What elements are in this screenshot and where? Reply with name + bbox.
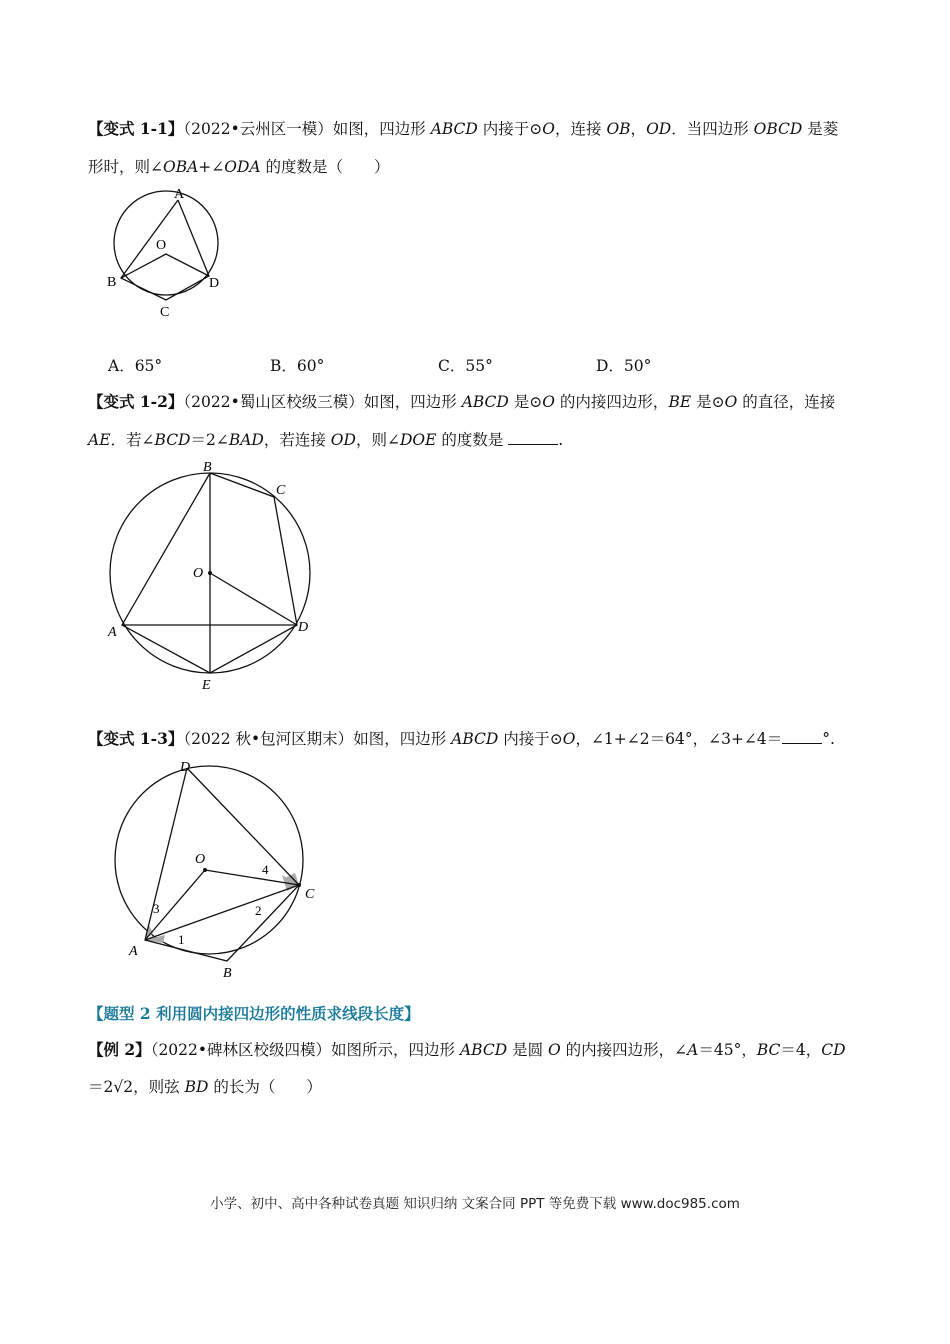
ex2-text: ＝2 — [88, 1078, 114, 1096]
q11-abcd: ABCD — [430, 120, 478, 138]
q11-plus: +∠ — [198, 158, 225, 176]
q13-fig-angle-1: 1 — [178, 932, 185, 947]
ex2-source: （2022•碑林区校级四模） — [150, 1041, 332, 1059]
ex2-cd: CD — [821, 1041, 846, 1059]
q11-fig-label-a: A — [174, 187, 185, 202]
q13-text: ，∠1+∠2＝64°，∠3+∠4＝ — [575, 730, 783, 748]
ex2-abcd: ABCD — [459, 1041, 508, 1059]
q12-o: O — [724, 393, 738, 411]
ex2-text: 的长为（ ） — [208, 1078, 322, 1096]
q12-text: 的直径，连接 — [737, 393, 836, 411]
q12-text: ，若连接 — [263, 431, 331, 449]
q11-text: 如图，四边形 — [332, 120, 431, 138]
q11-option-b: B．60° — [270, 357, 325, 375]
q11-fig-label-o: O — [156, 238, 167, 253]
q11-fig-label-d: D — [209, 276, 220, 291]
q13-fig-label-d: D — [180, 760, 191, 775]
q11-oda: ODA — [224, 158, 261, 176]
q13-abcd: ABCD — [451, 730, 499, 748]
ex2-a: A — [687, 1041, 699, 1059]
q11-text: ．当四边形 — [671, 120, 754, 138]
q13-fig-label-c: C — [305, 887, 315, 902]
ex2-line1 — [88, 1038, 846, 1060]
q11-ob: OB — [606, 120, 631, 138]
q12-text: 如图，四边形 — [363, 393, 462, 411]
ex2-root: √2 — [113, 1078, 134, 1096]
q11-sep: ， — [630, 120, 647, 138]
q12-ae: AE — [88, 431, 111, 449]
q12-be: BE — [668, 393, 692, 411]
q13-fig-label-o: O — [195, 852, 206, 867]
q12-fig-label-o: O — [193, 566, 204, 581]
q12-text: ．若∠ — [110, 431, 155, 449]
ex2-o: O — [548, 1041, 561, 1059]
ex2-text: 是圆 — [507, 1041, 548, 1059]
q12-o: O — [542, 393, 555, 411]
q11-o: O — [542, 120, 555, 138]
q12-fig-label-e: E — [202, 678, 211, 693]
q11-fig-label-c: C — [160, 305, 170, 320]
ex2-label: 【例 2】 — [88, 1040, 151, 1059]
q13-source: （2022 秋•包河区期末） — [183, 730, 354, 748]
q12-figure — [100, 455, 325, 695]
q13-text: 如图，四边形 — [353, 730, 452, 748]
ex2-bd: BD — [184, 1078, 209, 1096]
q12-line1 — [88, 390, 835, 412]
q11-option-c: C．55° — [438, 357, 493, 375]
q11-text: ，连接 — [555, 120, 607, 138]
q11-line2 — [88, 155, 390, 177]
q13-text: °. — [822, 730, 835, 748]
q11-obcd: OBCD — [753, 120, 803, 138]
q13-fig-angle-4: 4 — [262, 862, 269, 877]
q13-fig-angle-2: 2 — [255, 903, 262, 918]
q12-bcd: BCD — [154, 431, 191, 449]
q13-figure — [105, 755, 330, 980]
q11-line1 — [88, 117, 838, 139]
q12-od: OD — [330, 431, 356, 449]
q11-fig-label-b: B — [107, 275, 117, 290]
q12-doe: DOE — [399, 431, 437, 449]
q13-fig-angle-3: 3 — [153, 901, 160, 916]
q12-text: . — [558, 431, 564, 449]
q12-abcd: ABCD — [461, 393, 509, 411]
ex2-text: 的内接四边形，∠ — [560, 1041, 688, 1059]
ex2-text: ＝45°， — [698, 1041, 757, 1059]
ex2-bc: BC — [756, 1041, 781, 1059]
q13-text: 内接于⊙ — [498, 730, 563, 748]
q13-line1 — [88, 727, 835, 749]
q13-fig-label-b: B — [223, 966, 232, 980]
ex2-line2 — [88, 1075, 322, 1097]
q12-line2 — [88, 428, 563, 450]
q11-od: OD — [646, 120, 672, 138]
q11-text: 是菱 — [802, 120, 839, 138]
q12-text: 是⊙ — [508, 393, 543, 411]
q12-fig-label-d: D — [298, 620, 309, 635]
q13-fig-label-a: A — [129, 944, 138, 959]
ex2-text: 如图所示，四边形 — [331, 1041, 460, 1059]
q12-text: ，则∠ — [355, 431, 400, 449]
q11-text: 形时，则∠ — [88, 158, 163, 176]
ex2-text: ＝4， — [780, 1041, 822, 1059]
q11-text: 内接于⊙ — [477, 120, 543, 138]
q12-text: 的度数是 — [436, 431, 509, 449]
q11-figure — [100, 180, 235, 325]
q12-answer-blank — [508, 430, 558, 445]
section-heading: 【题型 2 利用圆内接四边形的性质求线段长度】 — [88, 1004, 420, 1023]
q11-source: （2022•云州区一模） — [183, 120, 333, 138]
q12-text: ＝2∠ — [190, 431, 229, 449]
ex2-text: ，则弦 — [133, 1078, 185, 1096]
q12-bad: BAD — [228, 431, 264, 449]
q11-option-a: A．65° — [108, 357, 163, 375]
q11-label: 【变式 1-1】 — [88, 119, 184, 138]
q12-text: 是⊙ — [691, 393, 725, 411]
page-footer: 小学、初中、高中各种试卷真题 知识归纳 文案合同 PPT 等免费下载 www.doc985.com — [210, 1196, 740, 1212]
q11-oba: OBA — [163, 158, 199, 176]
q13-label: 【变式 1-3】 — [88, 729, 184, 748]
q12-text: 的内接四边形， — [555, 393, 669, 411]
q12-source: （2022•蜀山区校级三模） — [183, 393, 364, 411]
q13-o: O — [562, 730, 576, 748]
q11-option-d: D．50° — [596, 357, 652, 375]
q12-fig-label-c: C — [276, 483, 286, 498]
q13-answer-blank — [782, 729, 822, 744]
q12-label: 【变式 1-2】 — [88, 392, 184, 411]
q12-fig-label-b: B — [203, 460, 212, 475]
q11-text: 的度数是（ ） — [260, 158, 390, 176]
q12-fig-label-a: A — [108, 625, 117, 640]
